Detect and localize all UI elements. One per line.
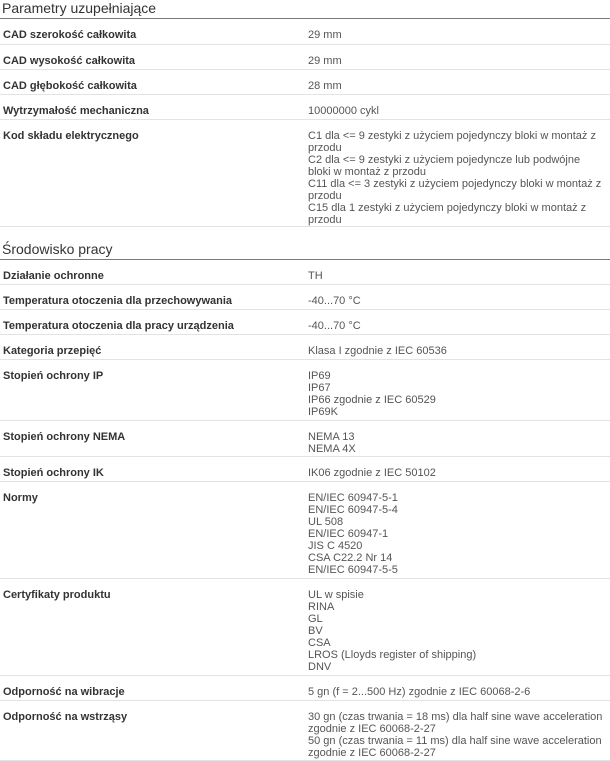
spec-row [0, 676, 610, 701]
spec-value [308, 44, 610, 69]
spec-value [308, 335, 610, 360]
spec-value-line: DNV [308, 661, 604, 673]
spec-label: Kategoria przepięć [0, 335, 308, 360]
spec-value [308, 260, 610, 285]
spec-label: Działanie ochronne [0, 260, 308, 285]
spec-value-line: UL 508 [308, 516, 604, 528]
spec-row [0, 94, 610, 119]
spec-value-line: C2 dla <= 9 zestyki z użyciem pojedyncze lub podwójne bloki w montaż z przodu [308, 154, 604, 178]
spec-value-line: IK06 zgodnie z IEC 50102 [308, 467, 604, 479]
spec-value [308, 69, 610, 94]
spec-row [0, 260, 610, 285]
spec-row [0, 19, 610, 44]
spec-value-line: Klasa I zgodnie z IEC 60536 [308, 345, 604, 357]
spec-value-line: 50 gn (czas trwania = 11 ms) dla half sine wave acceleration zgodnie z IEC 60068-2-27 [308, 735, 604, 759]
spec-label: Temperatura otoczenia dla pracy urządzenia [0, 310, 308, 335]
spec-value-line: 5 gn (f = 2...500 Hz) zgodnie z IEC 60068-2-6 [308, 686, 604, 698]
spec-label: Wytrzymałość mechaniczna [0, 94, 308, 119]
spec-value [308, 676, 610, 701]
spec-row [0, 457, 610, 482]
spec-row [0, 310, 610, 335]
spec-value-line: 30 gn (czas trwania = 18 ms) dla half sine wave acceleration zgodnie z IEC 60068-2-27 [308, 711, 604, 735]
spec-value-line: EN/IEC 60947-5-4 [308, 504, 604, 516]
spec-row [0, 421, 610, 457]
spec-value-line: IP67 [308, 382, 604, 394]
spec-value-line: GL [308, 613, 604, 625]
spec-value-line: RINA [308, 601, 604, 613]
spec-value-line: 29 mm [308, 55, 604, 67]
spec-value [308, 457, 610, 482]
spec-value-line: CSA C22.2 Nr 14 [308, 552, 604, 564]
spec-value-line: EN/IEC 60947-5-1 [308, 492, 604, 504]
spec-label: Odporność na wstrząsy [0, 701, 308, 761]
section-title: Parametry uzupełniające [0, 0, 610, 19]
spec-value-line: EN/IEC 60947-1 [308, 528, 604, 540]
spec-row [0, 119, 610, 226]
spec-value [308, 360, 610, 421]
spec-label: CAD głębokość całkowita [0, 69, 308, 94]
section-0 [0, 0, 610, 227]
spec-value [308, 482, 610, 579]
spec-label: Normy [0, 482, 308, 579]
spec-value-line: BV [308, 625, 604, 637]
spec-value-line: UL w spisie [308, 589, 604, 601]
spec-value-line: C11 dla <= 3 zestyki z użyciem pojedynczy bloki w montaż z przodu [308, 178, 604, 202]
spec-value-line: IP66 zgodnie z IEC 60529 [308, 394, 604, 406]
spec-label: Stopień ochrony IK [0, 457, 308, 482]
spec-row [0, 701, 610, 761]
spec-value-line: IP69K [308, 406, 604, 418]
spec-row [0, 44, 610, 69]
spec-value-line: 10000000 cykl [308, 105, 604, 117]
spec-value [308, 701, 610, 761]
spec-row [0, 335, 610, 360]
spec-value [308, 285, 610, 310]
section-1 [0, 241, 610, 761]
spec-label: Odporność na wibracje [0, 676, 308, 701]
spec-value-line: 29 mm [308, 29, 604, 41]
spec-label: Temperatura otoczenia dla przechowywania [0, 285, 308, 310]
spec-row [0, 360, 610, 421]
spec-value [308, 421, 610, 457]
section-title: Środowisko pracy [0, 241, 610, 260]
spec-label: CAD wysokość całkowita [0, 44, 308, 69]
spec-value-line: NEMA 13 [308, 431, 604, 443]
spec-value-line: -40...70 °C [308, 320, 604, 332]
spec-row [0, 482, 610, 579]
spec-value [308, 119, 610, 226]
spec-value-line: TH [308, 270, 604, 282]
spec-value-line: -40...70 °C [308, 295, 604, 307]
spec-row [0, 285, 610, 310]
spec-table [0, 19, 610, 227]
spec-value-line: EN/IEC 60947-5-5 [308, 564, 604, 576]
spec-value-line: IP69 [308, 370, 604, 382]
spec-value-line: JIS C 4520 [308, 540, 604, 552]
spec-table [0, 260, 610, 761]
spec-label: Certyfikaty produktu [0, 579, 308, 676]
spec-value-line: NEMA 4X [308, 443, 604, 455]
spec-label: Stopień ochrony NEMA [0, 421, 308, 457]
spec-label: Kod składu elektrycznego [0, 119, 308, 226]
spec-value-line: C15 dla 1 zestyki z użyciem pojedynczy bloki w montaż z przodu [308, 202, 604, 226]
spec-value [308, 94, 610, 119]
spec-value [308, 19, 610, 44]
spec-label: Stopień ochrony IP [0, 360, 308, 421]
spec-row [0, 579, 610, 676]
spec-value-line: LROS (Lloyds register of shipping) [308, 649, 604, 661]
spec-value-line: 28 mm [308, 80, 604, 92]
spec-row [0, 69, 610, 94]
spec-value-line: CSA [308, 637, 604, 649]
spec-value [308, 310, 610, 335]
spec-label: CAD szerokość całkowita [0, 19, 308, 44]
spec-value [308, 579, 610, 676]
spec-value-line: C1 dla <= 9 zestyki z użyciem pojedynczy bloki w montaż z przodu [308, 130, 604, 154]
